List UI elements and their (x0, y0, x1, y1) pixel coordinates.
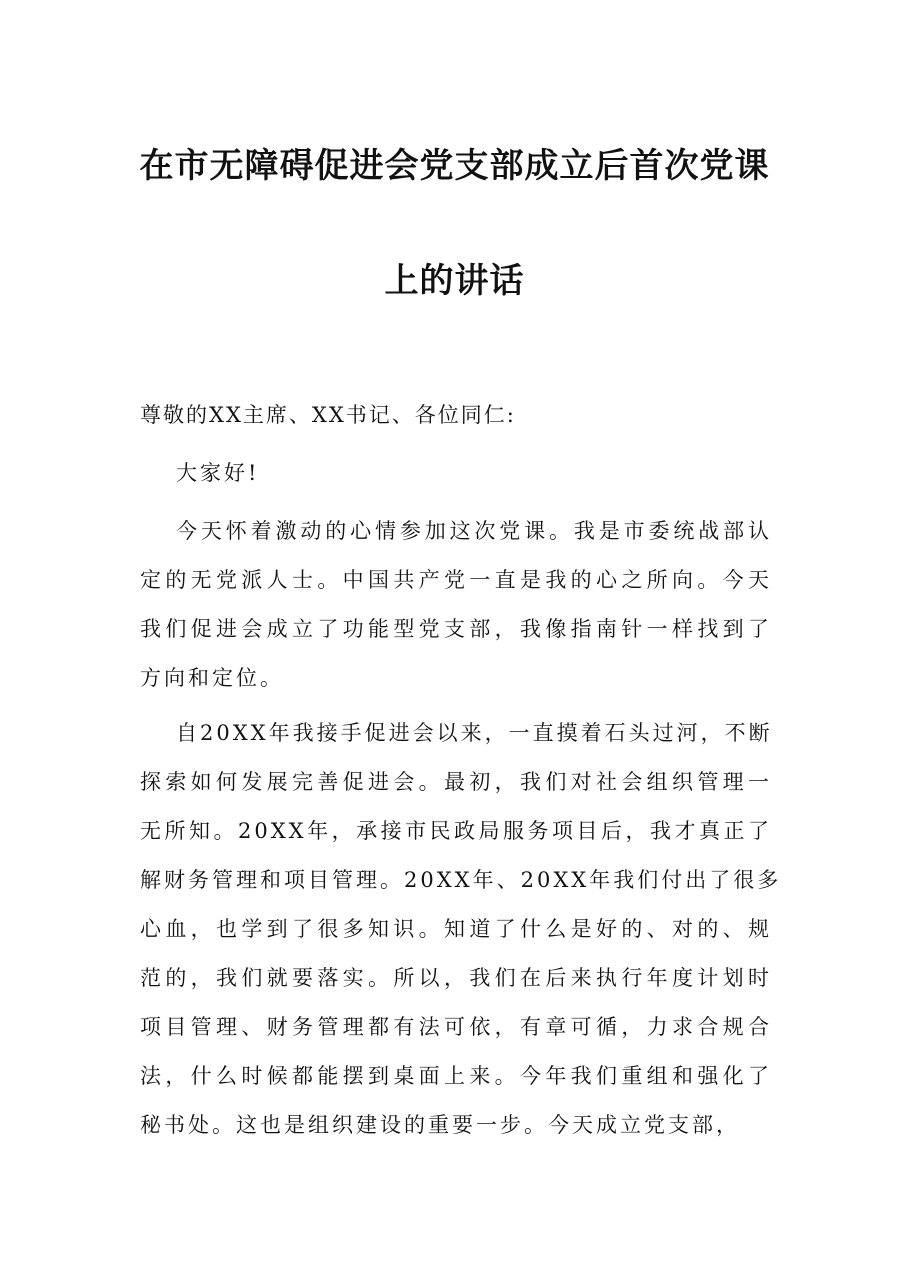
paragraph-line: 探索如何发展完善促进会。最初，我们对社会组织管理一 (140, 770, 772, 794)
paragraph-1 (140, 507, 772, 703)
paragraph-line: 自20XX年我接手促进会以来，一直摸着石头过河，不断 (176, 721, 773, 745)
paragraph-line: 秘书处。这也是组织建设的重要一步。今天成立党支部， (140, 1113, 740, 1137)
paragraph-line: 解财务管理和项目管理。20XX年、20XX年我们付出了很多 (140, 868, 782, 892)
paragraph-line: 范的，我们就要落实。所以，我们在后来执行年度计划时 (140, 966, 772, 990)
paragraph-line: 今天怀着激动的心情参加这次党课。我是市委统战部认 (176, 519, 772, 543)
paragraph-line: 项目管理、财务管理都有法可依，有章可循，力求合规合 (140, 1015, 772, 1039)
paragraph-line: 定的无党派人士。中国共产党一直是我的心之所向。今天 (140, 568, 772, 592)
document-title-line-2: 上的讲话 (384, 261, 525, 301)
paragraph-line: 无所知。20XX年，承接市民政局服务项目后，我才真正了 (140, 819, 772, 843)
paragraph-line: 方向和定位。 (140, 666, 284, 690)
paragraph-2 (140, 709, 782, 1150)
salutation: 尊敬的XX主席、XX书记、各位同仁: (140, 403, 516, 427)
paragraph-line: 我们促进会成立了功能型党支部，我像指南针一样找到了 (140, 617, 772, 641)
document-title-line-1: 在市无障碍促进会党支部成立后首次党课 (139, 146, 770, 186)
paragraph-line: 法，什么时候都能摆到桌面上来。今年我们重组和强化了 (140, 1064, 772, 1088)
paragraph-line: 心血，也学到了很多知识。知道了什么是好的、对的、规 (140, 917, 772, 941)
greeting: 大家好! (176, 461, 260, 485)
